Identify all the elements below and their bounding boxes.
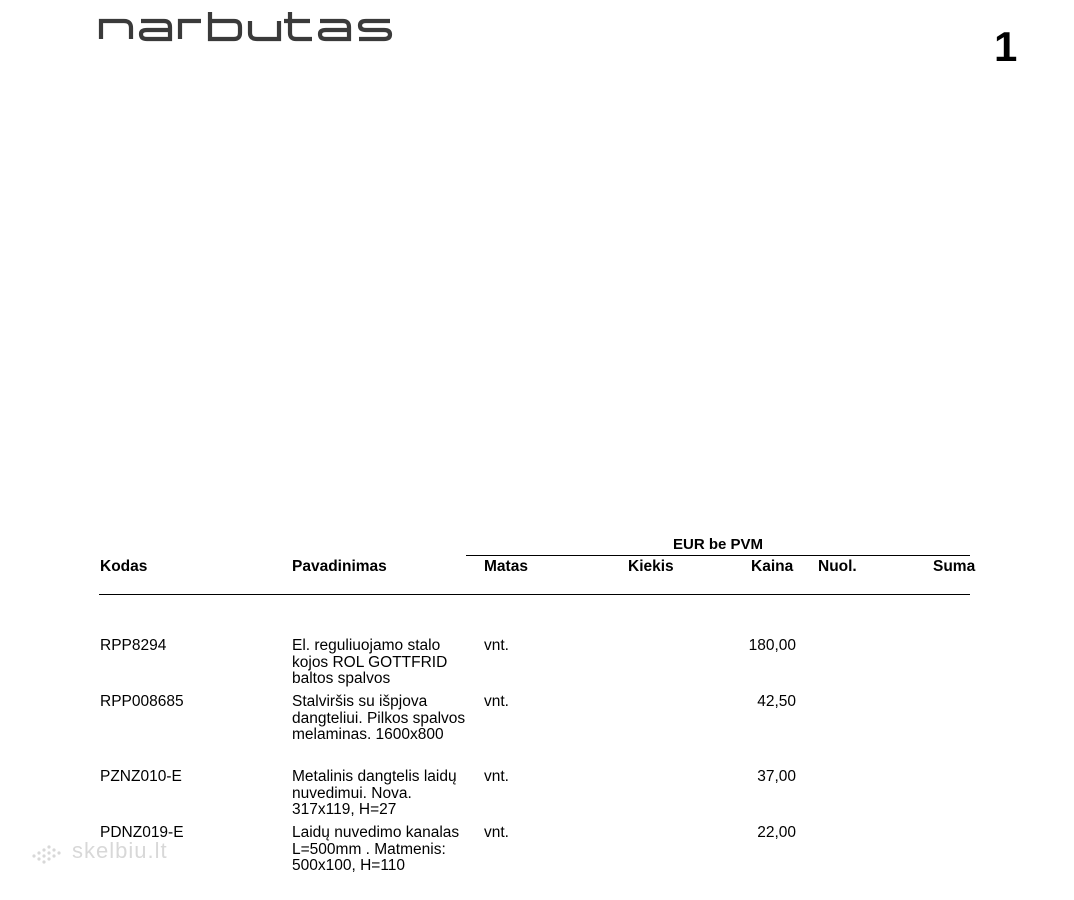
row-name <box>292 694 482 744</box>
column-header-qty: Kiekis <box>628 558 674 575</box>
row-price: 180,00 <box>748 637 796 654</box>
row-unit: vnt. <box>484 693 509 710</box>
currency-group-header: EUR be PVM <box>672 536 763 553</box>
row-name-line: Laidų nuvedimo kanalas <box>292 824 460 841</box>
row-name-line: 317x119, H=27 <box>292 801 397 818</box>
row-name-line: Metalinis dangtelis laidų <box>292 768 457 785</box>
column-header-price: Kaina <box>751 558 794 575</box>
row-name-line: dangteliui. Pilkos spalvos <box>292 709 466 727</box>
group-header-rule <box>466 555 970 556</box>
row-name-line: 500x100, H=110 <box>292 857 406 874</box>
page-number: 1 <box>994 23 1018 70</box>
row-name-line: baltos spalvos <box>292 670 391 687</box>
column-header-name: Pavadinimas <box>292 558 387 575</box>
column-header-discount: Nuol. <box>818 558 857 575</box>
row-unit: vnt. <box>484 637 509 654</box>
row-unit: vnt. <box>484 768 509 785</box>
row-name-line: Stalviršis su išpjova <box>292 693 428 710</box>
row-price: 42,50 <box>757 693 796 710</box>
row-name-line: melaminas. 1600x800 <box>292 726 444 743</box>
row-name-line: kojos ROL GOTTFRID <box>292 653 448 671</box>
row-code: RPP8294 <box>100 637 167 654</box>
row-name-line: nuvedimui. Nova. <box>292 784 412 802</box>
row-code: RPP008685 <box>100 693 184 710</box>
column-header-unit: Matas <box>484 558 528 575</box>
header-bottom-rule <box>99 594 970 595</box>
row-name <box>292 638 482 688</box>
row-unit: vnt. <box>484 824 509 841</box>
row-name <box>292 825 482 875</box>
skelbiu-dots-icon <box>30 842 68 864</box>
row-name-line: El. reguliuojamo stalo <box>292 637 441 654</box>
column-header-sum: Suma <box>933 558 976 575</box>
row-name-line: L=500mm . Matmenis: <box>292 840 446 858</box>
row-price: 37,00 <box>757 768 796 785</box>
watermark-text: skelbiu.lt <box>72 838 168 863</box>
row-name <box>292 769 482 819</box>
column-header-code: Kodas <box>100 558 148 575</box>
row-code: PDNZ019-E <box>100 824 184 841</box>
row-code: PZNZ010-E <box>100 768 182 785</box>
narbutas-logo <box>98 8 418 48</box>
row-price: 22,00 <box>757 824 796 841</box>
